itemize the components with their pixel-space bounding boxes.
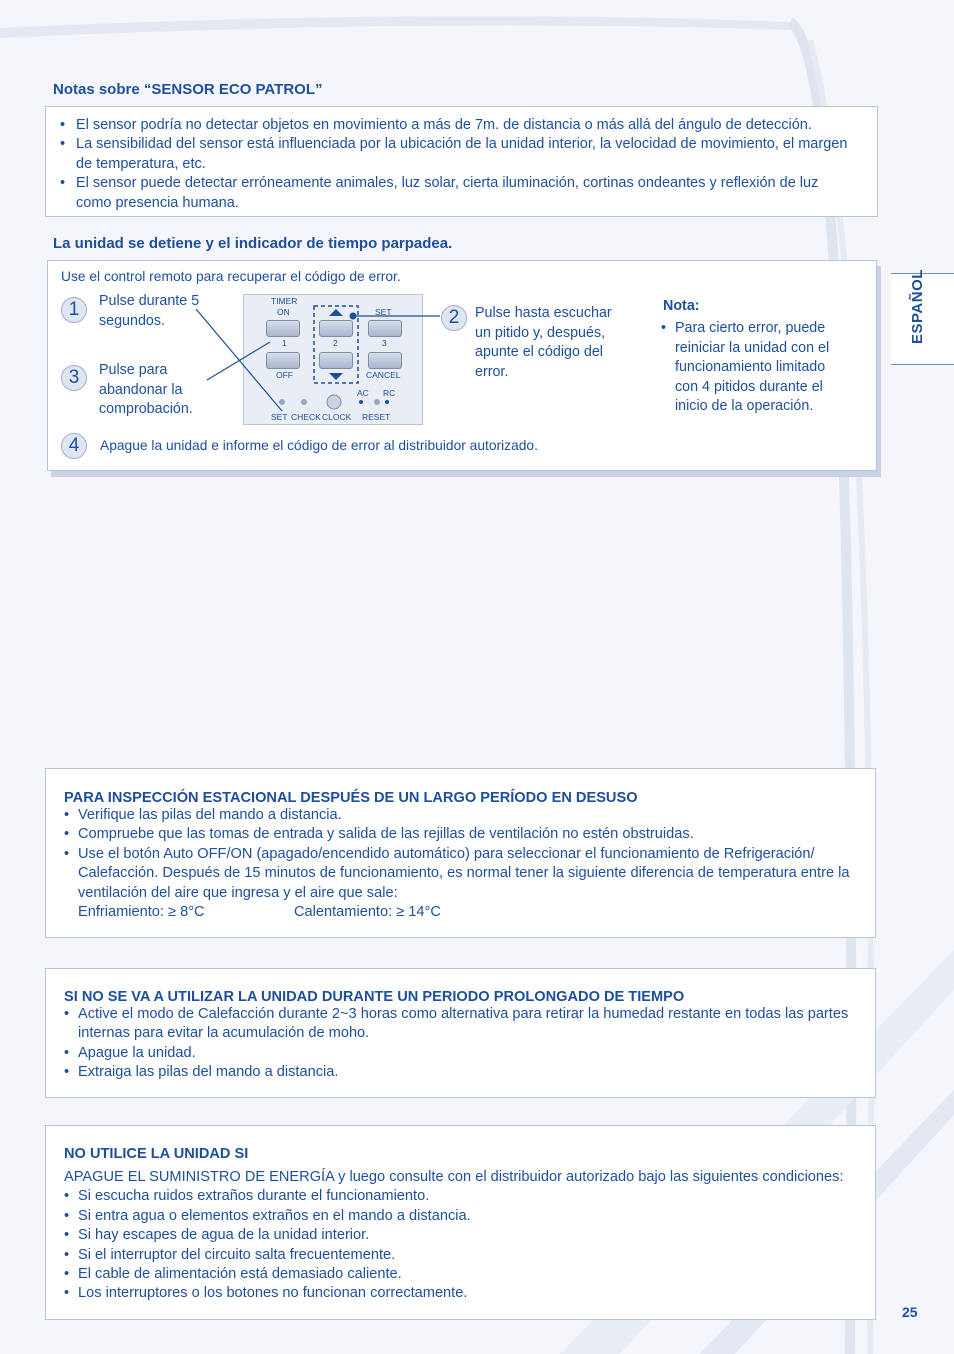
eco-patrol-heading: Notas sobre “SENSOR ECO PATROL” bbox=[53, 81, 323, 98]
list-item: • Use el botón Auto OFF/ON (apagado/encendido automático) para seleccionar el funcionamiento de Refrigeración/ Calefacción. Después de 15 minutos de funcionamiento, es normal tener la siguiente diferencia de temperatura entre la ventilación del aire que ingresa y el aire que sale: bbox=[46, 845, 855, 903]
timer-label: TIMER bbox=[271, 296, 298, 306]
clock-label: CLOCK bbox=[322, 412, 352, 422]
set-label: SET bbox=[375, 307, 392, 317]
off-label: OFF bbox=[276, 370, 293, 380]
list-item: • Verifique las pilas del mando a distancia. bbox=[46, 806, 855, 825]
list-item: • El sensor podría no detectar objetos en movimiento a más de 7m. de distancia o más allá del ángulo de detección. bbox=[46, 116, 857, 135]
long-period-box bbox=[45, 968, 876, 1098]
digit-label: 2 bbox=[333, 338, 338, 348]
list-item: • Si entra agua o elementos extraños en el mando a distancia. bbox=[46, 1207, 855, 1226]
list-item: • La sensibilidad del sensor está influenciada por la ubicación de la unidad interior, la velocidad de movimiento, el margen de temperatura, etc. bbox=[46, 135, 857, 174]
step-2-text: Pulse hasta escuchar un pitido y, después, apunte el código del error. bbox=[475, 305, 612, 380]
step-number: 1 bbox=[61, 297, 87, 323]
note-title: Nota: bbox=[663, 298, 700, 314]
list-item: • Los interruptores o los botones no funcionan correctamente. bbox=[46, 1284, 855, 1303]
note-bullet: Para cierto error, puede reiniciar la unidad con el funcionamiento limitado con 4 pitidos durante el inicio de la operación. bbox=[675, 320, 830, 414]
cooling-diff: Enfriamiento: ≥ 8°C bbox=[78, 904, 205, 921]
list-item: • Si el interruptor del circuito salta frecuentemente. bbox=[46, 1246, 855, 1265]
seasonal-inspection-box bbox=[45, 768, 876, 938]
heating-diff: Calentamiento: ≥ 14°C bbox=[294, 904, 441, 921]
step-4-text: Apague la unidad e informe el código de error al distribuidor autorizado. bbox=[100, 438, 538, 453]
list-item: • El sensor puede detectar erróneamente animales, luz solar, cierta iluminación, cortinas ondeantes y reflexión de luz como presencia humana. bbox=[46, 174, 857, 213]
list-item: • Si escucha ruidos extraños durante el funcionamiento. bbox=[46, 1187, 855, 1206]
page-number: 25 bbox=[902, 1304, 918, 1320]
step-3-text: Pulse para abandonar la comprobación. bbox=[99, 362, 193, 417]
check-label: CHECK bbox=[291, 412, 321, 422]
cancel-label: CANCEL bbox=[366, 370, 401, 380]
temperature-diff-row bbox=[46, 903, 875, 922]
list-item: • Si hay escapes de agua de la unidad interior. bbox=[46, 1226, 855, 1245]
rc-label: RC bbox=[383, 388, 396, 398]
language-tab bbox=[891, 269, 954, 365]
list-item: • Extraiga las pilas del mando a distancia. bbox=[46, 1063, 855, 1082]
digit-label: 3 bbox=[382, 338, 387, 348]
step-number: 2 bbox=[441, 305, 467, 331]
list-item: • Active el modo de Calefacción durante 2~3 horas como alternativa para retirar la humedad restante en todas las partes internas para evitar la acumulación de moho. bbox=[46, 1005, 855, 1044]
pointer-lines bbox=[0, 0, 954, 480]
list-item: • El cable de alimentación está demasiado caliente. bbox=[46, 1265, 855, 1284]
list-item: • Compruebe que las tomas de entrada y salida de las rejillas de ventilación no estén obstruidas. bbox=[46, 825, 855, 844]
error-code-intro: Use el control remoto para recuperar el código de error. bbox=[61, 269, 401, 284]
step-1-text: Pulse durante 5 segundos. bbox=[99, 293, 200, 329]
do-not-use-box bbox=[45, 1125, 876, 1320]
step-number: 4 bbox=[61, 433, 87, 459]
seasonal-inspection-title: PARA INSPECCIÓN ESTACIONAL DESPUÉS DE UN LARGO PERÍODO EN DESUSO bbox=[64, 790, 638, 806]
do-not-use-title: NO UTILICE LA UNIDAD SI bbox=[64, 1146, 249, 1162]
on-label: ON bbox=[277, 307, 290, 317]
set-label-bottom: SET bbox=[271, 412, 288, 422]
do-not-use-intro: APAGUE EL SUMINISTRO DE ENERGÍA y luego consulte con el distribuidor autorizado bajo las siguientes condiciones: bbox=[64, 1169, 844, 1185]
list-item: • Apague la unidad. bbox=[46, 1044, 855, 1063]
language-tab-label: ESPAÑOL bbox=[909, 269, 926, 344]
error-code-heading: La unidad se detiene y el indicador de tiempo parpadea. bbox=[53, 235, 453, 252]
digit-label: 1 bbox=[282, 338, 287, 348]
long-period-title: SI NO SE VA A UTILIZAR LA UNIDAD DURANTE UN PERIODO PROLONGADO DE TIEMPO bbox=[64, 989, 685, 1005]
step-number: 3 bbox=[61, 365, 87, 391]
ac-label: AC bbox=[357, 388, 369, 398]
bullet-icon: • bbox=[661, 320, 667, 336]
reset-label: RESET bbox=[362, 412, 391, 422]
